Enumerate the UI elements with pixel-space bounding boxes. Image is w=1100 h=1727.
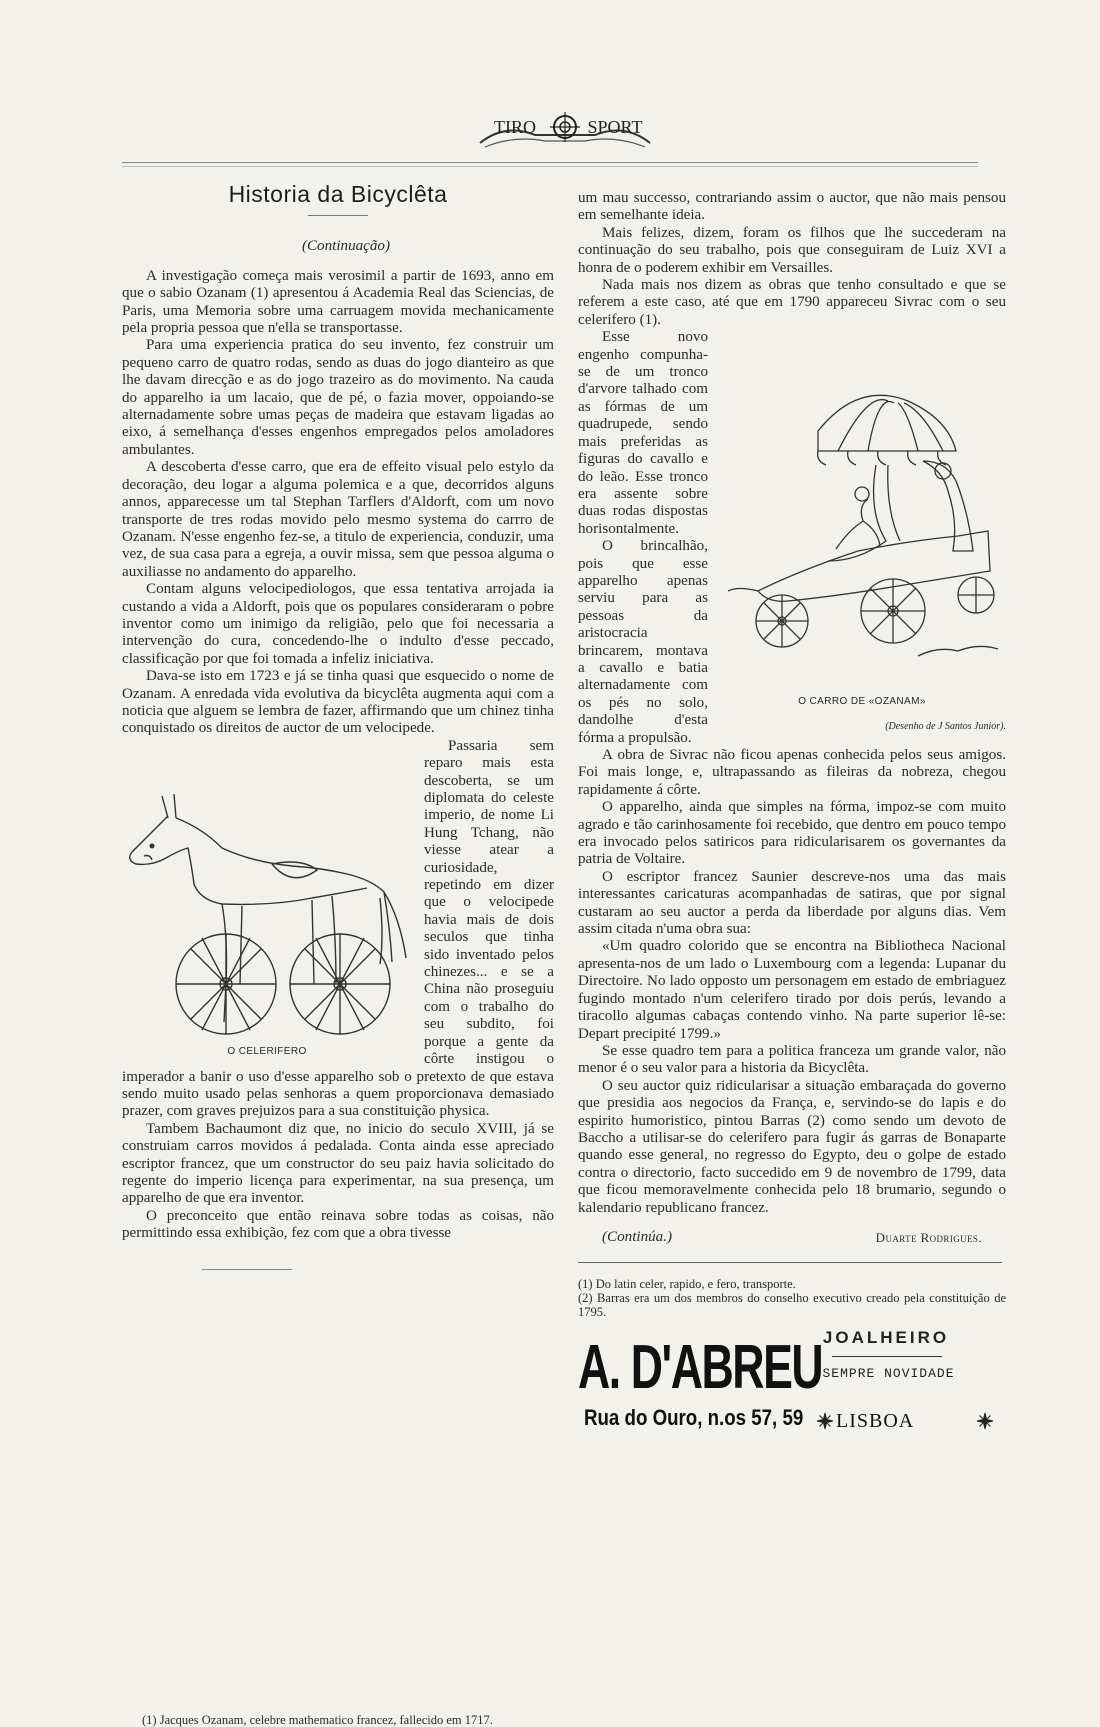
paragraph: O seu auctor quiz ridicularisar a situação embaraçada do governo que presidia aos negocios da França, e, servindo-se do lapis e do espirito humoristico, pintou Barras (2) como sendo um devoto de Baccho a utilisar-se do celerifero para fugir ás garras de Bonaparte quando esse general, no regresso do Egypto, deu o golpe de estado contra o directorio, facto succedido em 9 de novembro de 1799, data que ficou memoravelmente conhecida pelo 18 brumario, segundo o kalendario republicano francez. xyxy=(578,1077,1006,1216)
paragraph: «Um quadro colorido que se encontra na Bibliotheca Nacional apresenta-nos de um lado o Luxembourg com a legenda: Lupanar du Directoire. No lado opposto um personagem em estado de embriaguez fugindo montado n'um celerifero tirado por dois perús, levando a tiracollo algumas cabaças contendo vinho. Na parte superior lê-se: Depart precipité 1799.» xyxy=(578,938,1006,1042)
star-ornament-icon xyxy=(976,1412,994,1430)
jeweller-advert xyxy=(578,1328,1008,1432)
advert-city: LISBOA xyxy=(836,1410,915,1432)
advert-address: Rua do Ouro, n.os 57, 59 xyxy=(584,1405,804,1430)
carro-credit: (Desenho de J Santos Junior). xyxy=(885,721,1006,733)
article-title: Historia da Bicyclêta xyxy=(228,181,448,207)
celerifero-caption: O CELERIFERO xyxy=(227,1046,307,1058)
star-ornament-icon xyxy=(816,1412,834,1430)
paragraph: A descoberta d'esse carro, que era de effeito visual pelo estylo da decoração, deu logar a alguma polemica e a que, decorridos alguns annos, apparecesse um tal Stephan Tarflers d'Aldorft, com um novo transporte de tres rodas movido pelo mesmo systema do carrro de Ozanam. N'esse engenho fez-se, a titulo de experiencia, conduzir, uma vez, de sua casa para a egreja, a ouvir missa, sem que pessoa alguma o auxiliasse no andamento do apparelho. xyxy=(122,459,554,580)
advert-slogan: SEMPRE NOVIDADE xyxy=(822,1366,955,1381)
paragraph: O brincalhão, pois que esse apparelho apenas serviu para as pessoas da aristocracia brincarem, montava a cavallo e batia alternadamente com os pés no solo, dandolhe d'esta fórma a propulsão. xyxy=(578,538,708,746)
spacer xyxy=(122,256,554,268)
left-column xyxy=(122,178,554,1727)
paragraph: O preconceito que então reinava sobre todas as coisas, não permittindo essa exhibição, fez com que a obra tivesse xyxy=(122,1207,554,1242)
paragraph: Se esse quadro tem para a politica franceza um grande valor, não menor é o seu valor para a historia da Bicyclêta. xyxy=(578,1042,1006,1077)
paragraph: Tambem Bachaumont diz que, no inicio do seculo XVIII, já se construiam carros movidos á pedalada. Conta ainda esse apreciado escriptor francez, que um constructor do seu paiz havia solicitado do regente do imperio licença para experimentar, na sua presença, um apparelho de que era inventor. xyxy=(122,1120,554,1207)
footnotes-right xyxy=(578,1277,1006,1319)
paragraph: Contam alguns velocipediologos, que essa tentativa arrojada ia custando a vida a Aldorft, pois que os populares consideraram o pobre inventor como um inimigo da religião, pelo que foi necessaria a intervenção do cura, concedendo-lhe o indulto d'esse peccado, classificação por que foi tomada a infeliz iniciativa. xyxy=(122,581,554,667)
paragraph: Dava-se isto em 1723 e já se tinha quasi que esquecido o nome de Ozanam. A enredada vida evolutiva da bicyclêta augmenta aqui com a noticia que alguem se lembra de fazer, affirmando que um chinez tinha conquistado os direitos de auctor de um velocipede. xyxy=(122,668,554,737)
footnote-rule-right xyxy=(578,1262,1002,1263)
title-rule xyxy=(308,215,368,216)
footnote-right-2: (2) Barras era um dos membros do conselho executivo creado pela constituição de 1795. xyxy=(578,1291,1006,1320)
paragraph: Para uma experiencia pratica do seu invento, fez construir um pequeno carro de quatro rodas, sendo as duas do jogo dianteiro as que lhe davam direcção e as do jogo trazeiro as do movimento. Na cauda do apparelho ia um lacaio, que de pé, o fazia mover, oppoiando-se alternadamente sobre umas peças de madeira que estavam ligadas ao eixo, á semelhança d'esses engenhos empregados pelos amoladores ambulantes. xyxy=(122,337,554,458)
carro-ozanam-figure xyxy=(718,381,1006,733)
author-name: Duarte Rodrigues. xyxy=(875,1229,982,1245)
advert-profession: JOALHEIRO xyxy=(822,1328,950,1347)
carro-ozanam-illustration xyxy=(718,381,1006,681)
article-signoff xyxy=(602,1229,982,1246)
paragraph: O escriptor francez Saunier descreve-nos uma das mais interessantes caricaturas acompanhadas de satiras, que por signal custaram ao seu auctor a perda da liberdade por alguns dias. Vem assim citada n'uma obra sua: xyxy=(578,868,1006,938)
paragraph: um mau successo, contrariando assim o auctor, que não mais pensou em semelhante ideia. xyxy=(578,190,1006,224)
masthead-text-left: TIRO xyxy=(494,117,536,137)
celerifero-illustration xyxy=(122,788,412,1038)
paragraph: A obra de Sivrac não ficou apenas conhecida pelos seus amigos. Foi mais longe, e, ultrapassando as fileiras da nobreza, chegou rapidamente á côrte. xyxy=(578,747,1006,798)
paragraph: Nada mais nos dizem as obras que tenho consultado e que se referem a este caso, até que em 1790 appareceu Sivrac com o seu celerifero (1). xyxy=(578,277,1006,328)
continua-label: (Continúa.) xyxy=(602,1228,673,1245)
masthead-text-right: SPORT xyxy=(587,117,643,137)
paragraph: Mais felizes, dizem, foram os filhos que lhe succederam na continuação do seu trabalho, pois que conseguiram de Luiz XVI a honra de o poderem exhibir em Versailles. xyxy=(578,224,1006,276)
article-subtitle: (Continuação) xyxy=(301,238,390,255)
masthead-logo xyxy=(475,105,655,155)
header-rule-secondary xyxy=(122,166,978,167)
paragraph: Esse novo engenho compunha-se de um tronco d'arvore talhado com as fórmas de um quadrupede, sendo mais preferidas as figuras do cavallo e do leão. Esse tronco era assente sobre duas rodas dispostas horisontalmente. xyxy=(578,329,708,537)
celerifero-figure xyxy=(122,788,412,1056)
carro-caption: O CARRO DE «OZANAM» xyxy=(798,695,926,707)
paragraph: O apparelho, ainda que simples na fórma, impoz-se com muito agrado e tão carinhosamente foi recebido, que dentro em pouco tempo era invocado pelos satiricos para ridicularisarem os governantes da patria de Voltaire. xyxy=(578,799,1006,868)
paragraph: Passaria sem reparo mais esta descoberta, se um diplomata do celeste imperio, de nome Li Hung Tchang, não viesse atear a curiosidade, repetindo em dizer que o velocipede havia mais de dois seculos que tinha sido inventado pelos chinezes... e se a China não proseguiu com o trabalho do seu subdito, foi porque a gente da côrte instigou o imperador a banir o uso d'esse apparelho sob o pretexto de que estava sendo muito usado pelas senhoras a quem proporcionava demasiado prazer, com graves prejuizos para a sua constituição physica. xyxy=(122,737,554,1120)
footnote-left: (1) Jacques Ozanam, celebre mathematico francez, fallecido em 1717. xyxy=(142,1713,493,1727)
paragraph: A investigação começa mais verosimil a partir de 1693, anno em que o sabio Ozanam (1) apresentou á Academia Real das Sciencias, de Paris, uma Memoria sobre uma carruagem movida mechanicamente pela propria pessoa que n'ella se transportasse. xyxy=(122,267,554,337)
advert-rule xyxy=(832,1356,942,1357)
footnote-right-1: (1) Do latin celer, rapido, e fero, transporte. xyxy=(578,1277,796,1292)
right-column xyxy=(578,190,1006,1319)
footnote-rule xyxy=(202,1269,292,1270)
header-rule xyxy=(122,162,978,163)
advert-name: A. D'ABREU xyxy=(578,1333,823,1402)
